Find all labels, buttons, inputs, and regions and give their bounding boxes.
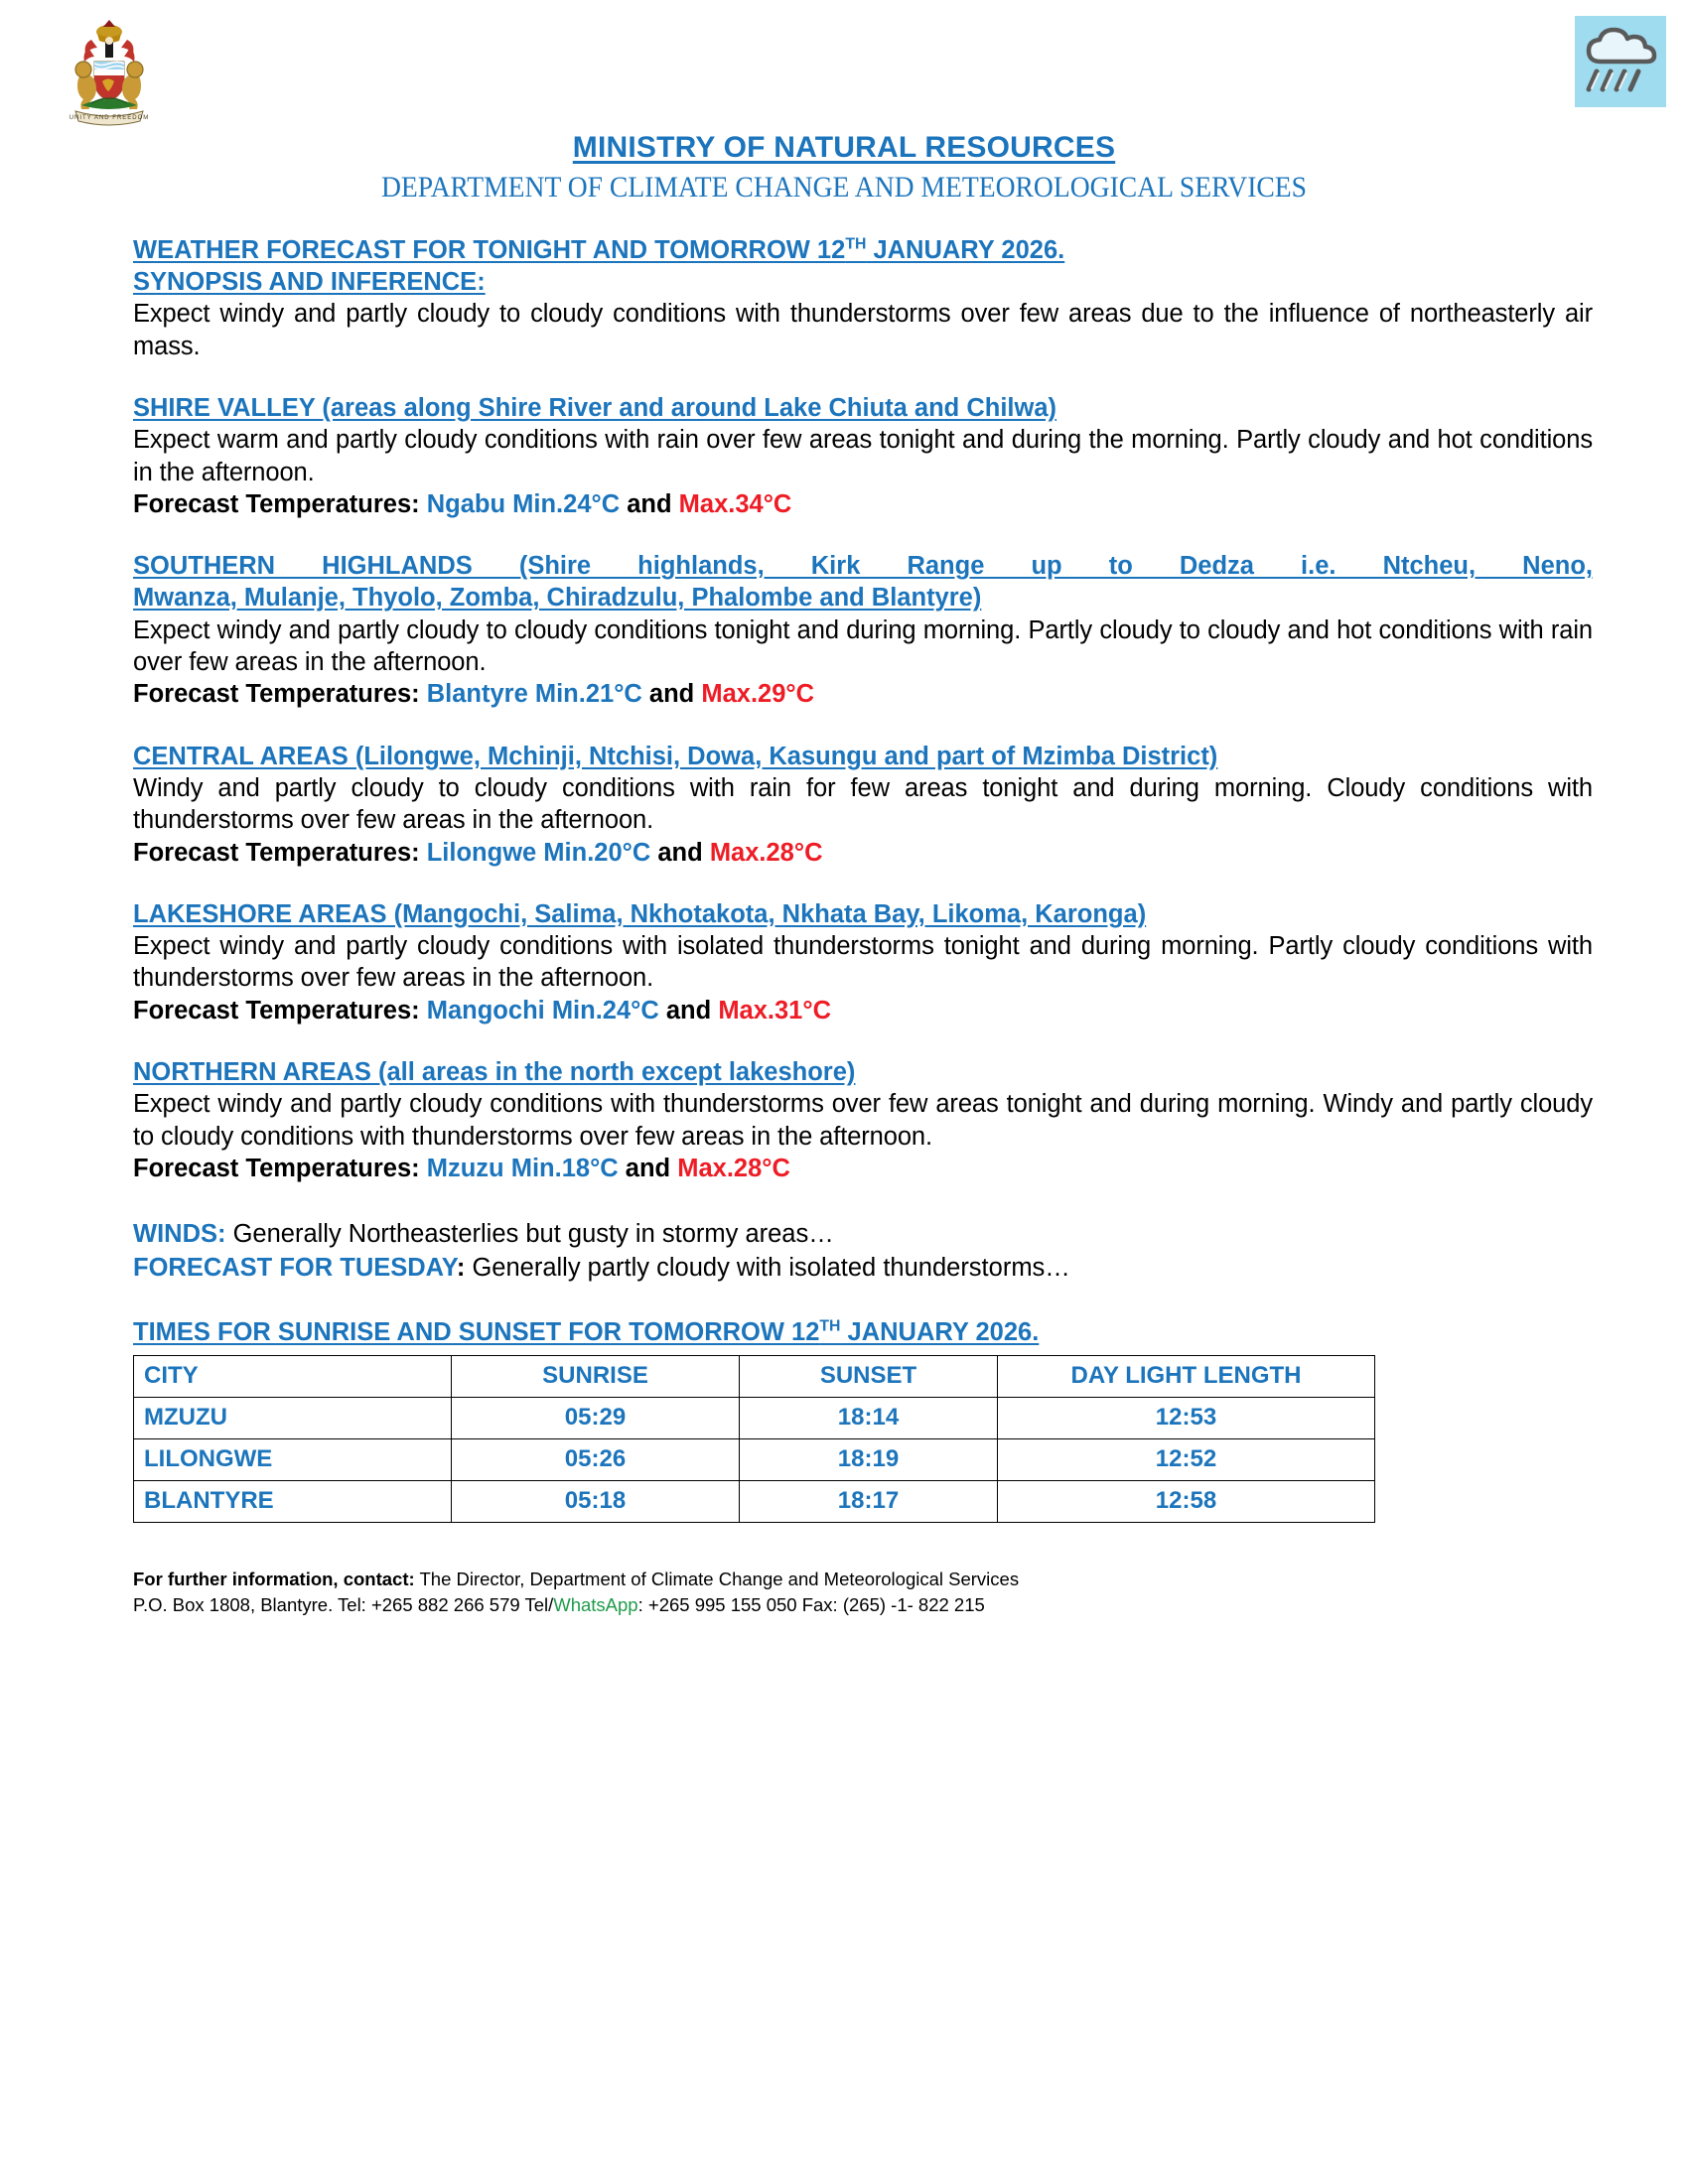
cell-sunrise: 05:18 bbox=[452, 1480, 740, 1522]
section-body: Expect windy and partly cloudy conditions with thunderstorms over few areas tonight and during morning. Windy and partly cloudy to cloudy conditions with thunderstorms over few areas in the afternoon. bbox=[133, 1090, 1593, 1151]
sun-heading-ordinal: TH bbox=[819, 1317, 841, 1335]
forecast-temperatures bbox=[133, 837, 1593, 869]
document-body bbox=[0, 234, 1688, 1618]
cell-city: MZUZU bbox=[134, 1397, 452, 1438]
cell-city: LILONGWE bbox=[134, 1438, 452, 1480]
svg-text:UNITY AND FREEDOM: UNITY AND FREEDOM bbox=[69, 115, 150, 121]
section-lakeshore-areas bbox=[133, 898, 1593, 1026]
rain-cloud-icon bbox=[1575, 16, 1666, 107]
forecast-temperatures bbox=[133, 1153, 1593, 1184]
section-southern-highlands bbox=[133, 550, 1593, 710]
section-body: Expect windy and partly cloudy to cloudy conditions tonight and during morning. Partly cloudy to cloudy and hot conditions with rain over few areas in the afternoon. bbox=[133, 615, 1593, 676]
document-title-block bbox=[0, 0, 1688, 205]
address-pre: P.O. Box 1808, Blantyre. Tel: +265 882 266 579 Tel/ bbox=[133, 1593, 554, 1615]
table-row bbox=[134, 1397, 1375, 1438]
tuesday-colon: : bbox=[456, 1253, 466, 1282]
tuesday-text: Generally partly cloudy with isolated thunderstorms… bbox=[465, 1253, 1070, 1282]
cell-daylight: 12:58 bbox=[998, 1480, 1375, 1522]
temp-conjunction: and bbox=[657, 838, 703, 867]
temp-min: Mzuzu Min.18°C bbox=[426, 1155, 619, 1182]
section-body: Windy and partly cloudy to cloudy conditions with rain for few areas tonight and during morning. Cloudy conditions with thunderstorms over few areas in the afternoon. bbox=[133, 773, 1593, 835]
temp-max: Max.34°C bbox=[678, 489, 792, 518]
column-header-sunset: SUNSET bbox=[740, 1355, 998, 1397]
winds-and-tuesday-block bbox=[133, 1218, 1593, 1284]
temp-min: Ngabu Min.24°C bbox=[426, 489, 621, 518]
temp-label: Forecast Temperatures: bbox=[133, 996, 420, 1024]
footer-line-1 bbox=[133, 1567, 1593, 1592]
winds-label: WINDS: bbox=[133, 1220, 226, 1249]
footer-line-2 bbox=[133, 1592, 1593, 1618]
section-heading: LAKESHORE AREAS (Mangochi, Salima, Nkhotakota, Nkhata Bay, Likoma, Karonga) bbox=[133, 899, 1147, 928]
temp-label: Forecast Temperatures: bbox=[133, 489, 420, 518]
contact-label: For further information, contact: bbox=[133, 1568, 415, 1589]
temp-min: Lilongwe Min.20°C bbox=[426, 838, 651, 867]
address-post: : +265 995 155 050 Fax: (265) -1- 822 215 bbox=[637, 1593, 985, 1615]
synopsis-heading: SYNOPSIS AND INFERENCE: bbox=[133, 268, 486, 297]
section-heading: SHIRE VALLEY (areas along Shire River and around Lake Chiuta and Chilwa) bbox=[133, 394, 1057, 422]
main-heading-ordinal: TH bbox=[845, 235, 867, 253]
temp-conjunction: and bbox=[625, 1155, 671, 1182]
cell-sunset: 18:19 bbox=[740, 1438, 998, 1480]
tuesday-forecast-line bbox=[133, 1252, 1593, 1285]
table-row bbox=[134, 1480, 1375, 1522]
column-header-sunrise: SUNRISE bbox=[452, 1355, 740, 1397]
main-heading-post: JANUARY 2026. bbox=[866, 236, 1065, 264]
whatsapp-label: WhatsApp bbox=[553, 1593, 638, 1615]
temp-conjunction: and bbox=[648, 680, 695, 709]
table-row bbox=[134, 1438, 1375, 1480]
temp-min: Blantyre Min.21°C bbox=[426, 680, 642, 709]
cell-sunset: 18:17 bbox=[740, 1480, 998, 1522]
cell-daylight: 12:53 bbox=[998, 1397, 1375, 1438]
column-header-city: CITY bbox=[134, 1355, 452, 1397]
sun-heading-post: JANUARY 2026. bbox=[840, 1317, 1040, 1346]
temp-max: Max.31°C bbox=[718, 996, 831, 1024]
section-northern-areas bbox=[133, 1056, 1593, 1184]
ministry-title: MINISTRY OF NATURAL RESOURCES bbox=[572, 131, 1116, 164]
department-subtitle: DEPARTMENT OF CLIMATE CHANGE AND METEOROLOGICAL SERVICES bbox=[380, 171, 1308, 204]
temp-label: Forecast Temperatures: bbox=[133, 1155, 420, 1182]
section-body: Expect warm and partly cloudy conditions with rain over few areas tonight and during the morning. Partly cloudy and hot conditions in the afternoon. bbox=[133, 426, 1593, 486]
winds-line bbox=[133, 1218, 1593, 1251]
section-heading-line2: Mwanza, Mulanje, Thyolo, Zomba, Chiradzulu, Phalombe and Blantyre) bbox=[133, 584, 982, 613]
temp-conjunction: and bbox=[665, 996, 712, 1024]
sun-table-heading bbox=[133, 1318, 1593, 1347]
winds-text: Generally Northeasterlies but gusty in stormy areas… bbox=[225, 1220, 834, 1249]
temp-conjunction: and bbox=[627, 489, 672, 518]
section-body: Expect windy and partly cloudy conditions with isolated thunderstorms tonight and during morning. Partly cloudy conditions with thunderstorms over few areas in the afternoon. bbox=[133, 932, 1593, 993]
forecast-temperatures bbox=[133, 678, 1593, 710]
coat-of-arms-icon bbox=[62, 18, 157, 129]
main-heading-pre: WEATHER FORECAST FOR TONIGHT AND TOMORROW 12 bbox=[133, 236, 846, 264]
temp-max: Max.28°C bbox=[709, 838, 823, 867]
sun-heading-pre: TIMES FOR SUNRISE AND SUNSET FOR TOMORROW 12 bbox=[133, 1317, 820, 1346]
footer-contact bbox=[133, 1567, 1593, 1619]
forecast-temperatures bbox=[133, 995, 1593, 1026]
temp-label: Forecast Temperatures: bbox=[133, 838, 420, 867]
synopsis-text: Expect windy and partly cloudy to cloudy conditions with thunderstorms over few areas due to the influence of northeasterly air mass. bbox=[133, 300, 1593, 360]
temp-min: Mangochi Min.24°C bbox=[426, 996, 659, 1024]
section-shire-valley bbox=[133, 392, 1593, 520]
cell-daylight: 12:52 bbox=[998, 1438, 1375, 1480]
cell-sunrise: 05:29 bbox=[452, 1397, 740, 1438]
tuesday-label: FORECAST FOR TUESDAY bbox=[133, 1253, 457, 1282]
section-heading-line1: SOUTHERN HIGHLANDS (Shire highlands, Kirk Range up to Dedza i.e. Ntcheu, Neno, bbox=[133, 552, 1593, 581]
temp-max: Max.28°C bbox=[677, 1155, 790, 1182]
column-header-daylight: DAY LIGHT LENGTH bbox=[998, 1355, 1375, 1397]
section-heading: CENTRAL AREAS (Lilongwe, Mchinji, Ntchisi, Dowa, Kasungu and part of Mzimba District) bbox=[133, 742, 1218, 770]
temp-max: Max.29°C bbox=[701, 680, 815, 709]
cell-sunrise: 05:26 bbox=[452, 1438, 740, 1480]
sunrise-sunset-table bbox=[133, 1355, 1375, 1523]
cell-sunset: 18:14 bbox=[740, 1397, 998, 1438]
contact-text: The Director, Department of Climate Change and Meteorological Services bbox=[414, 1568, 1020, 1589]
table-header-row bbox=[134, 1355, 1375, 1397]
section-central-areas bbox=[133, 741, 1593, 869]
cell-city: BLANTYRE bbox=[134, 1480, 452, 1522]
section-heading: NORTHERN AREAS (all areas in the north except lakeshore) bbox=[133, 1058, 856, 1087]
forecast-temperatures bbox=[133, 488, 1593, 520]
temp-label: Forecast Temperatures: bbox=[133, 680, 420, 709]
main-forecast-heading bbox=[133, 234, 1593, 266]
